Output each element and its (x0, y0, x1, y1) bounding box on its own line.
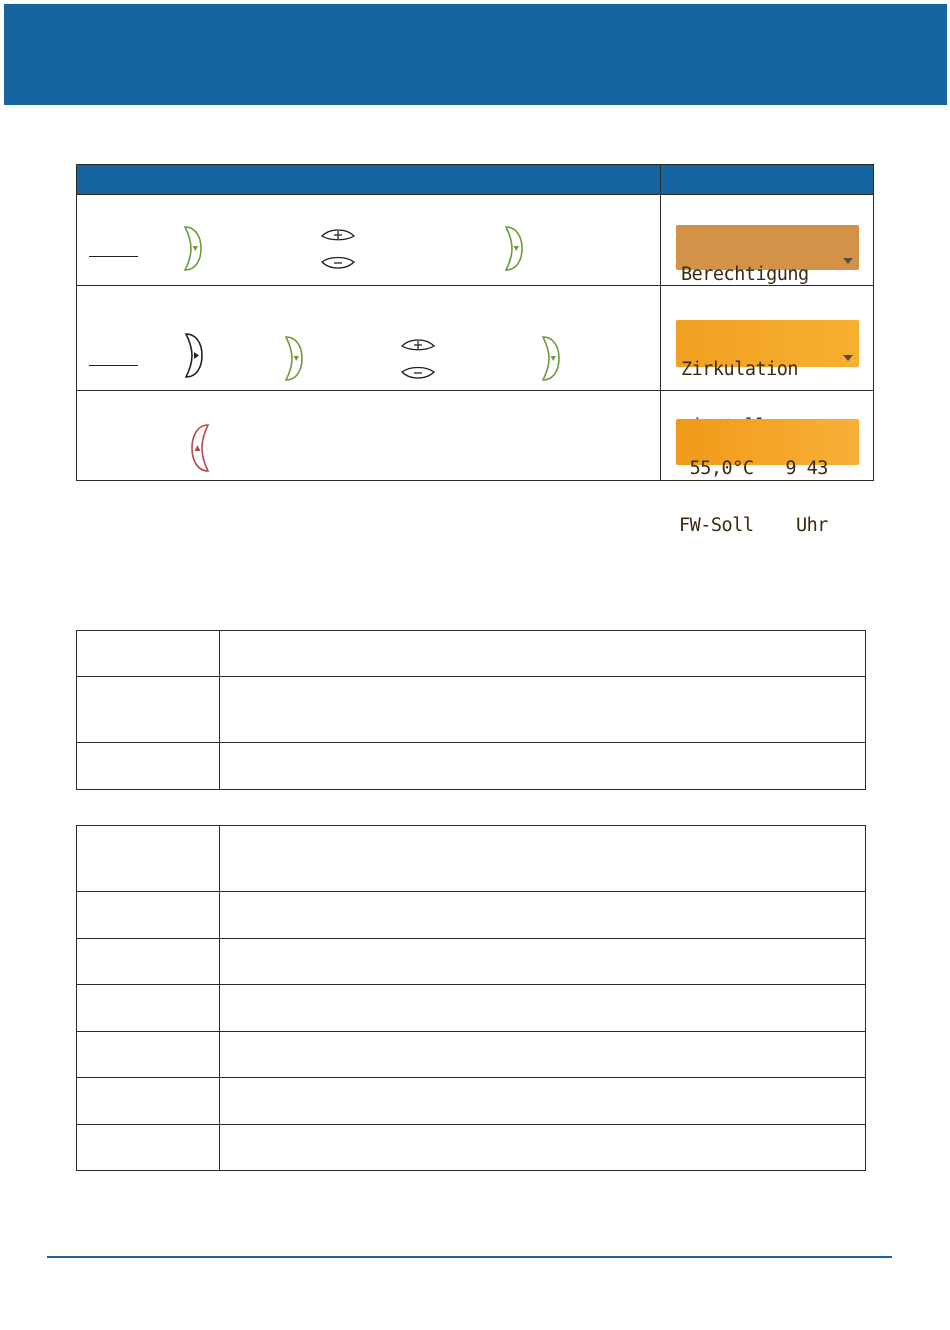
table-row (77, 892, 866, 939)
table-cell (220, 892, 866, 939)
step-cell (77, 286, 661, 391)
step-cell (77, 391, 661, 481)
display-cell (661, 391, 874, 536)
step-underline (89, 256, 138, 257)
table-cell (77, 1032, 220, 1078)
table-cell (77, 985, 220, 1032)
plus-minus-key-icon (400, 336, 436, 382)
table-row (77, 985, 866, 1032)
down-key-icon (539, 334, 563, 383)
table-row (77, 939, 866, 985)
lcd-line-2: FW-Soll Uhr (679, 515, 828, 536)
table-cell (77, 631, 220, 677)
table-row (77, 743, 866, 790)
down-key-icon (502, 224, 526, 273)
table-row (77, 195, 874, 286)
plus-minus-key-icon (320, 226, 356, 272)
lcd-down-arrow-icon (843, 355, 853, 361)
table-row (77, 286, 874, 391)
table-cell (220, 1125, 866, 1171)
table-cell (77, 826, 220, 892)
table-cell (220, 985, 866, 1032)
display-cell (661, 286, 874, 391)
table-cell (77, 939, 220, 985)
display-cell (661, 195, 874, 286)
table-row (77, 1125, 866, 1171)
step-underline (89, 365, 138, 366)
table-cell (77, 892, 220, 939)
parameter-table-1 (76, 630, 866, 790)
table-cell (220, 1032, 866, 1078)
table-cell (220, 1078, 866, 1125)
down-key-icon (181, 224, 205, 273)
steps-table (76, 164, 874, 536)
lcd-display (676, 320, 859, 380)
lcd-display (676, 419, 859, 536)
footer-rule (47, 1256, 892, 1258)
lcd-line-1: Berechtigung (681, 264, 809, 285)
header-cell-step (77, 165, 661, 195)
up-key-icon (188, 422, 212, 474)
lcd-display (676, 225, 859, 285)
table-row (77, 391, 874, 481)
table-cell (220, 631, 866, 677)
steps-table-header (77, 165, 874, 195)
table-row (77, 1078, 866, 1125)
parameter-table-2 (76, 825, 866, 1171)
lcd-line-1: Zirkulation (681, 359, 799, 380)
down-key-icon (282, 334, 306, 383)
table-cell (77, 677, 220, 743)
step-cell (77, 195, 661, 286)
table-cell (220, 939, 866, 985)
table-cell (220, 826, 866, 892)
header-cell-display (661, 165, 874, 195)
table-row (77, 826, 866, 892)
table-row (77, 1032, 866, 1078)
header-band (4, 4, 947, 105)
lcd-down-arrow-icon (843, 258, 853, 264)
table-cell (77, 1125, 220, 1171)
right-key-icon (182, 331, 206, 380)
table-cell (77, 743, 220, 790)
table-row (77, 631, 866, 677)
table-cell (220, 677, 866, 743)
table-cell (220, 743, 866, 790)
table-cell (77, 1078, 220, 1125)
lcd-line-1: 55,0°C 9 43 (679, 458, 828, 479)
table-row (77, 677, 866, 743)
